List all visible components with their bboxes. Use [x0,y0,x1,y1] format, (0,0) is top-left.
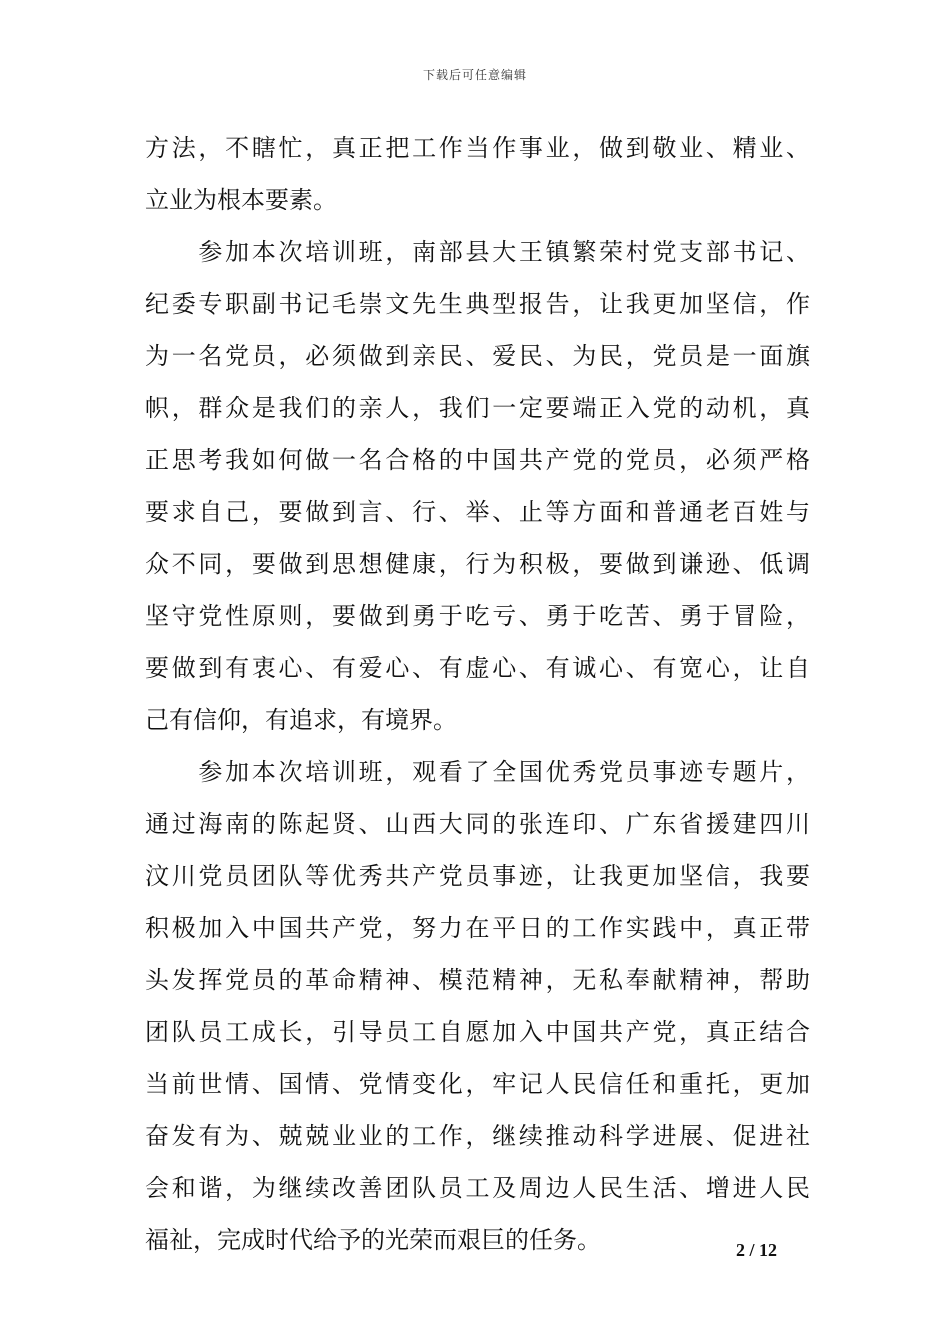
header-note: 下载后可任意编辑 [422,68,527,82]
text-line: 福祉，完成时代给予的光荣而艰巨的任务。 [145,1226,601,1254]
text-line: 为一名党员，必须做到亲民、爱民、为民，党员是一面旗 [145,342,810,370]
text-line: 当前世情、国情、党情变化，牢记人民信任和重托，更加 [145,1070,810,1098]
text-line: 会和谐，为继续改善团队员工及周边人民生活、增进人民 [145,1174,810,1202]
text-line: 正思考我如何做一名合格的中国共产党的党员，必须严格 [145,446,810,474]
text-line: 要做到有衷心、有爱心、有虚心、有诚心、有宽心，让自 [145,654,810,682]
text-line: 要求自己，要做到言、行、举、止等方面和普通老百姓与 [145,498,810,526]
text-line: 参加本次培训班，南部县大王镇繁荣村党支部书记、 [145,238,810,266]
text-line: 坚守党性原则，要做到勇于吃亏、勇于吃苦、勇于冒险， [145,602,810,630]
text-line: 帜，群众是我们的亲人，我们一定要端正入党的动机，真 [145,394,810,422]
text-line: 奋发有为、兢兢业业的工作，继续推动科学进展、促进社 [145,1122,810,1150]
text-line: 团队员工成长，引导员工自愿加入中国共产党，真正结合 [145,1018,810,1046]
text-line: 众不同，要做到思想健康，行为积极，要做到谦逊、低调 [145,550,810,578]
text-line: 参加本次培训班，观看了全国优秀党员事迹专题片， [145,758,810,786]
text-line: 积极加入中国共产党，努力在平日的工作实践中，真正带 [145,914,810,942]
document-body [145,122,810,1266]
text-line: 纪委专职副书记毛崇文先生典型报告，让我更加坚信，作 [145,290,810,318]
text-line: 己有信仰，有追求，有境界。 [145,706,457,734]
text-line: 汶川党员团队等优秀共产党员事迹，让我更加坚信，我要 [145,862,810,890]
page-number: 2 / 12 [736,1240,778,1260]
text-line: 方法，不瞎忙，真正把工作当作事业，做到敬业、精业、 [145,134,810,162]
text-line: 通过海南的陈起贤、山西大同的张连印、广东省援建四川 [145,810,810,838]
text-line: 头发挥党员的革命精神、模范精神，无私奉献精神，帮助 [145,966,810,994]
text-line: 立业为根本要素。 [145,186,337,214]
